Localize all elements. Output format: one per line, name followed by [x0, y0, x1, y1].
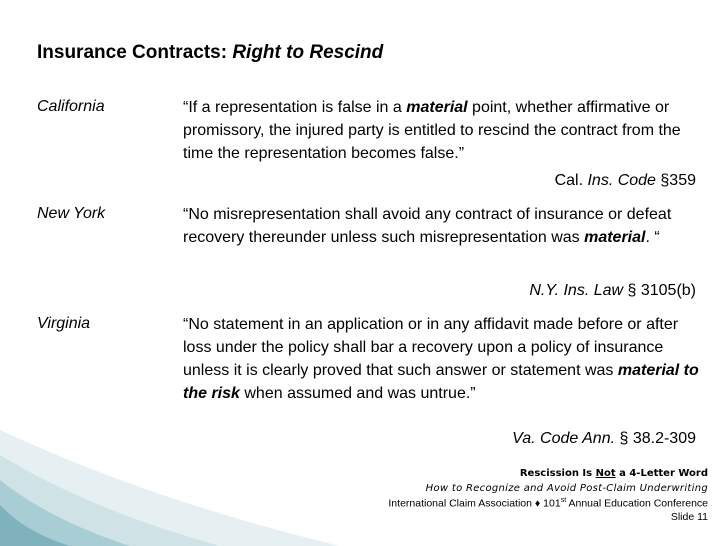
footer-text: Rescission Is: [519, 468, 596, 479]
footer-underlined: Not: [595, 468, 616, 479]
slide-title: [37, 42, 383, 64]
quote-emphasis: material to the risk: [183, 362, 699, 402]
quote-text: “No statement in an application or in any affidavit made before or after loss under the policy shall bar a recovery upon a policy of insurance unless it is clearly proved that such answer or statement was: [183, 316, 679, 379]
quote-text: point, whether affirmative or promissory, the injured party is entitled to rescind the contract from the time the representation becomes false.”: [183, 99, 681, 162]
footer-text: Annual Education Conference: [566, 497, 708, 510]
quote-emphasis: material: [584, 229, 646, 246]
citation-text: § 3105(b): [623, 282, 696, 299]
quote-virginia: [183, 313, 703, 405]
footer-text: a 4-Letter Word: [615, 468, 708, 479]
state-label-new-york: New York: [37, 205, 106, 222]
quote-emphasis: material: [406, 99, 468, 116]
slide-number: Slide 11: [670, 511, 708, 523]
state-label-virginia: Virginia: [37, 315, 91, 332]
citation-text: Cal.: [554, 172, 588, 189]
citation-text: §359: [655, 172, 696, 189]
footer-conference: [388, 497, 708, 510]
quote-text: . “: [645, 229, 660, 246]
citation-italic: Ins. Code: [587, 172, 656, 189]
citation-text: § 38.2-309: [615, 430, 696, 447]
footer-superscript: st: [560, 497, 567, 504]
quote-new-york: [183, 203, 703, 249]
quote-california: [183, 96, 703, 165]
footer-subtitle: How to Recognize and Avoid Post-Claim Underwriting: [425, 483, 708, 494]
quote-text: “No misrepresentation shall avoid any contract of insurance or defeat recovery thereunder unless such misrepresentation was: [183, 206, 672, 246]
citation-virginia: [512, 430, 696, 448]
citation-california: [555, 172, 696, 190]
quote-text: when assumed and was untrue.”: [239, 385, 476, 402]
title-italic: Right to Rescind: [232, 42, 384, 63]
citation-new-york: [529, 282, 696, 300]
state-label-california: California: [37, 98, 105, 115]
citation-italic: N.Y. Ins. Law: [529, 282, 624, 299]
quote-text: “If a representation is false in a: [183, 99, 407, 116]
footer-presentation-title: [520, 468, 708, 479]
footer-text: International Claim Association ♦ 101: [388, 497, 561, 510]
citation-italic: Va. Code Ann.: [512, 430, 616, 447]
title-main: Insurance Contracts:: [37, 42, 228, 63]
